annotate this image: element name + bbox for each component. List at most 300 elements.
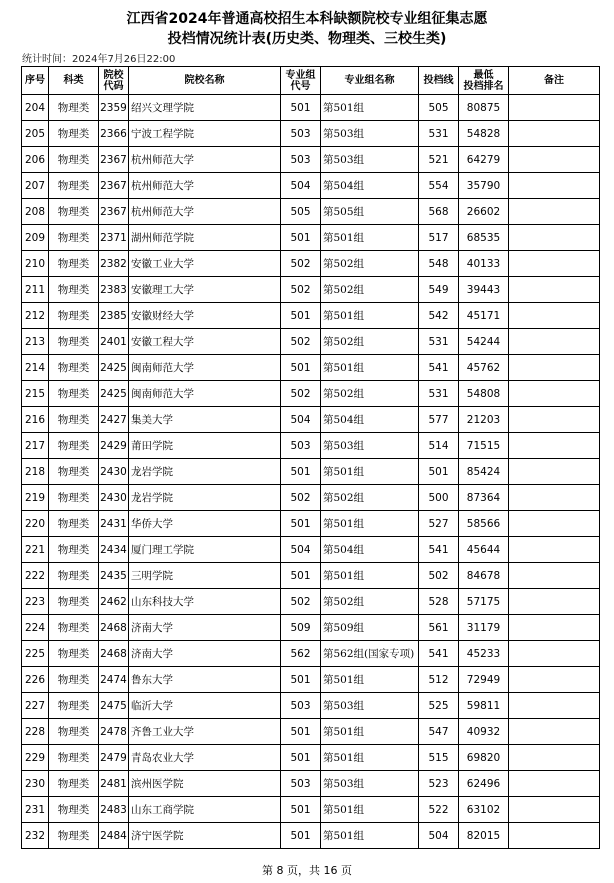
cell-group-name: 第501组 [321,225,419,251]
cell-school-code: 2431 [99,511,129,537]
cell-group-code: 501 [281,355,321,381]
cell-seq: 215 [22,381,49,407]
cell-note [509,511,600,537]
cell-group-code: 501 [281,823,321,849]
cell-school-name: 华侨大学 [129,511,281,537]
cell-school-code: 2483 [99,797,129,823]
cell-group-name: 第501组 [321,745,419,771]
cell-school-code: 2474 [99,667,129,693]
cell-group-name: 第503组 [321,433,419,459]
table-row [22,459,600,485]
cell-score: 542 [419,303,459,329]
cell-group-code: 502 [281,381,321,407]
cell-category: 物理类 [49,303,99,329]
cell-school-code: 2367 [99,199,129,225]
cell-note [509,641,600,667]
cell-school-code: 2430 [99,485,129,511]
cell-group-code: 503 [281,433,321,459]
cell-school-code: 2468 [99,615,129,641]
table-row [22,407,600,433]
cell-school-code: 2429 [99,433,129,459]
cell-school-code: 2385 [99,303,129,329]
cell-note [509,407,600,433]
cell-school-name: 杭州师范大学 [129,173,281,199]
cell-rank: 45762 [459,355,509,381]
cell-group-code: 502 [281,277,321,303]
cell-group-name: 第501组 [321,511,419,537]
cell-group-name: 第501组 [321,355,419,381]
cell-seq: 224 [22,615,49,641]
header-score: 投档线 [419,67,459,95]
cell-rank: 54244 [459,329,509,355]
table-row [22,251,600,277]
cell-seq: 223 [22,589,49,615]
cell-rank: 31179 [459,615,509,641]
admission-table [21,66,600,849]
cell-group-code: 501 [281,719,321,745]
cell-school-name: 杭州师范大学 [129,199,281,225]
cell-rank: 54828 [459,121,509,147]
cell-rank: 40932 [459,719,509,745]
cell-rank: 69820 [459,745,509,771]
cell-group-name: 第502组 [321,251,419,277]
header-note: 备注 [509,67,600,95]
cell-seq: 226 [22,667,49,693]
cell-school-name: 济南大学 [129,641,281,667]
cell-category: 物理类 [49,615,99,641]
cell-school-code: 2430 [99,459,129,485]
page-title: 江西省2024年普通高校招生本科缺额院校专业组征集志愿 [126,11,488,27]
cell-rank: 64279 [459,147,509,173]
cell-group-code: 503 [281,771,321,797]
cell-school-name: 青岛农业大学 [129,745,281,771]
cell-seq: 231 [22,797,49,823]
cell-score: 527 [419,511,459,537]
cell-school-name: 莆田学院 [129,433,281,459]
cell-school-code: 2425 [99,381,129,407]
table-row [22,277,600,303]
table-row [22,771,600,797]
cell-category: 物理类 [49,355,99,381]
cell-category: 物理类 [49,563,99,589]
cell-score: 541 [419,355,459,381]
cell-rank: 45171 [459,303,509,329]
cell-score: 500 [419,485,459,511]
cell-seq: 227 [22,693,49,719]
cell-seq: 213 [22,329,49,355]
cell-school-name: 济南大学 [129,615,281,641]
cell-group-code: 509 [281,615,321,641]
cell-group-code: 503 [281,693,321,719]
table-row [22,381,600,407]
cell-school-code: 2383 [99,277,129,303]
table-row [22,147,600,173]
cell-school-code: 2475 [99,693,129,719]
table-row [22,641,600,667]
cell-score: 523 [419,771,459,797]
cell-seq: 214 [22,355,49,381]
cell-group-name: 第502组 [321,589,419,615]
cell-group-name: 第503组 [321,693,419,719]
cell-school-code: 2435 [99,563,129,589]
cell-rank: 45644 [459,537,509,563]
table-body [22,95,600,849]
cell-school-name: 安徽工程大学 [129,329,281,355]
cell-rank: 80875 [459,95,509,121]
cell-group-code: 501 [281,225,321,251]
cell-school-name: 滨州医学院 [129,771,281,797]
cell-note [509,719,600,745]
cell-seq: 219 [22,485,49,511]
cell-note [509,745,600,771]
cell-school-code: 2366 [99,121,129,147]
cell-school-name: 临沂大学 [129,693,281,719]
cell-category: 物理类 [49,537,99,563]
cell-seq: 221 [22,537,49,563]
cell-category: 物理类 [49,693,99,719]
cell-note [509,225,600,251]
table-row [22,719,600,745]
table-row [22,173,600,199]
cell-score: 561 [419,615,459,641]
cell-score: 554 [419,173,459,199]
cell-seq: 209 [22,225,49,251]
cell-rank: 63102 [459,797,509,823]
cell-seq: 222 [22,563,49,589]
cell-score: 548 [419,251,459,277]
cell-school-name: 济宁医学院 [129,823,281,849]
header-seq: 序号 [22,67,49,95]
cell-school-code: 2367 [99,173,129,199]
cell-score: 528 [419,589,459,615]
page-footer: 第 8 页，共 16 页 [262,864,352,877]
cell-category: 物理类 [49,433,99,459]
cell-category: 物理类 [49,121,99,147]
header-group-code: 专业组 代号 [281,67,321,95]
cell-school-name: 安徽理工大学 [129,277,281,303]
header-school-name: 院校名称 [129,67,281,95]
cell-category: 物理类 [49,225,99,251]
cell-school-code: 2359 [99,95,129,121]
table-row [22,615,600,641]
cell-school-code: 2371 [99,225,129,251]
table-row [22,745,600,771]
cell-rank: 39443 [459,277,509,303]
cell-score: 505 [419,95,459,121]
cell-note [509,693,600,719]
cell-seq: 204 [22,95,49,121]
cell-group-name: 第501组 [321,719,419,745]
cell-score: 549 [419,277,459,303]
table-header-row [22,67,600,95]
cell-score: 531 [419,121,459,147]
cell-group-name: 第501组 [321,303,419,329]
cell-category: 物理类 [49,771,99,797]
cell-group-name: 第501组 [321,563,419,589]
cell-note [509,355,600,381]
cell-category: 物理类 [49,199,99,225]
cell-category: 物理类 [49,719,99,745]
cell-school-name: 绍兴文理学院 [129,95,281,121]
cell-group-name: 第505组 [321,199,419,225]
table-row [22,667,600,693]
cell-group-code: 502 [281,485,321,511]
cell-note [509,95,600,121]
cell-group-name: 第502组 [321,329,419,355]
cell-group-code: 501 [281,459,321,485]
cell-group-code: 503 [281,147,321,173]
cell-score: 541 [419,641,459,667]
cell-school-name: 闽南师范大学 [129,355,281,381]
cell-score: 512 [419,667,459,693]
cell-school-code: 2468 [99,641,129,667]
cell-school-name: 三明学院 [129,563,281,589]
cell-school-name: 山东科技大学 [129,589,281,615]
table-row [22,589,600,615]
table-row [22,511,600,537]
cell-rank: 82015 [459,823,509,849]
cell-category: 物理类 [49,797,99,823]
cell-rank: 58566 [459,511,509,537]
cell-school-code: 2427 [99,407,129,433]
cell-school-name: 山东工商学院 [129,797,281,823]
cell-seq: 210 [22,251,49,277]
cell-group-code: 503 [281,121,321,147]
cell-school-code: 2484 [99,823,129,849]
cell-category: 物理类 [49,485,99,511]
cell-seq: 216 [22,407,49,433]
cell-rank: 62496 [459,771,509,797]
cell-category: 物理类 [49,95,99,121]
cell-group-name: 第502组 [321,277,419,303]
cell-group-name: 第502组 [321,381,419,407]
cell-group-name: 第562组(国家专项) [321,641,419,667]
cell-school-code: 2367 [99,147,129,173]
cell-category: 物理类 [49,589,99,615]
table-row [22,537,600,563]
cell-school-code: 2481 [99,771,129,797]
table-row [22,563,600,589]
cell-note [509,251,600,277]
cell-note [509,329,600,355]
cell-seq: 206 [22,147,49,173]
table-row [22,303,600,329]
cell-seq: 205 [22,121,49,147]
cell-score: 515 [419,745,459,771]
cell-school-name: 集美大学 [129,407,281,433]
table-row [22,485,600,511]
cell-category: 物理类 [49,511,99,537]
cell-category: 物理类 [49,407,99,433]
cell-seq: 228 [22,719,49,745]
cell-rank: 85424 [459,459,509,485]
cell-category: 物理类 [49,823,99,849]
cell-score: 531 [419,329,459,355]
cell-school-name: 宁波工程学院 [129,121,281,147]
cell-rank: 84678 [459,563,509,589]
table-row [22,823,600,849]
cell-school-code: 2425 [99,355,129,381]
cell-seq: 232 [22,823,49,849]
cell-note [509,147,600,173]
cell-score: 514 [419,433,459,459]
table-row [22,225,600,251]
cell-school-code: 2478 [99,719,129,745]
cell-rank: 71515 [459,433,509,459]
stats-time: 统计时间：2024年7月26日22:00 [22,54,176,65]
cell-rank: 35790 [459,173,509,199]
cell-group-code: 501 [281,745,321,771]
cell-seq: 217 [22,433,49,459]
cell-seq: 207 [22,173,49,199]
page-subtitle: 投档情况统计表(历史类、物理类、三校生类) [167,31,447,47]
table-row [22,121,600,147]
cell-note [509,485,600,511]
cell-note [509,303,600,329]
cell-group-code: 502 [281,251,321,277]
cell-group-code: 501 [281,797,321,823]
cell-group-name: 第501组 [321,667,419,693]
cell-group-code: 505 [281,199,321,225]
cell-score: 525 [419,693,459,719]
cell-note [509,121,600,147]
cell-group-name: 第501组 [321,95,419,121]
cell-group-code: 504 [281,407,321,433]
cell-group-name: 第504组 [321,407,419,433]
cell-category: 物理类 [49,381,99,407]
cell-rank: 26602 [459,199,509,225]
cell-category: 物理类 [49,329,99,355]
cell-group-name: 第503组 [321,147,419,173]
cell-school-name: 杭州师范大学 [129,147,281,173]
cell-school-name: 龙岩学院 [129,485,281,511]
cell-category: 物理类 [49,173,99,199]
cell-rank: 40133 [459,251,509,277]
cell-seq: 230 [22,771,49,797]
cell-seq: 225 [22,641,49,667]
cell-category: 物理类 [49,745,99,771]
table-row [22,693,600,719]
cell-note [509,589,600,615]
cell-note [509,537,600,563]
cell-category: 物理类 [49,277,99,303]
cell-school-name: 安徽财经大学 [129,303,281,329]
table-row [22,797,600,823]
cell-school-name: 闽南师范大学 [129,381,281,407]
cell-school-name: 湖州师范学院 [129,225,281,251]
header-group-name: 专业组名称 [321,67,419,95]
cell-score: 568 [419,199,459,225]
cell-group-code: 501 [281,563,321,589]
cell-note [509,199,600,225]
cell-seq: 218 [22,459,49,485]
cell-note [509,563,600,589]
header-school-code: 院校 代码 [99,67,129,95]
table-row [22,433,600,459]
cell-rank: 54808 [459,381,509,407]
cell-note [509,771,600,797]
cell-category: 物理类 [49,147,99,173]
cell-note [509,667,600,693]
cell-category: 物理类 [49,667,99,693]
cell-school-code: 2401 [99,329,129,355]
table-row [22,329,600,355]
cell-note [509,459,600,485]
cell-seq: 220 [22,511,49,537]
cell-group-code: 504 [281,173,321,199]
cell-seq: 212 [22,303,49,329]
cell-group-code: 504 [281,537,321,563]
cell-group-code: 502 [281,589,321,615]
cell-score: 521 [419,147,459,173]
cell-category: 物理类 [49,251,99,277]
cell-school-name: 鲁东大学 [129,667,281,693]
cell-group-name: 第501组 [321,797,419,823]
cell-school-code: 2434 [99,537,129,563]
table-row [22,199,600,225]
cell-category: 物理类 [49,459,99,485]
cell-school-code: 2382 [99,251,129,277]
cell-group-name: 第501组 [321,823,419,849]
cell-group-name: 第502组 [321,485,419,511]
cell-school-name: 厦门理工学院 [129,537,281,563]
cell-note [509,173,600,199]
cell-score: 531 [419,381,459,407]
table-row [22,355,600,381]
cell-school-name: 龙岩学院 [129,459,281,485]
cell-note [509,277,600,303]
cell-group-name: 第504组 [321,173,419,199]
cell-score: 577 [419,407,459,433]
cell-score: 502 [419,563,459,589]
cell-score: 522 [419,797,459,823]
header-category: 科类 [49,67,99,95]
cell-group-name: 第503组 [321,771,419,797]
cell-score: 501 [419,459,459,485]
cell-score: 517 [419,225,459,251]
cell-note [509,823,600,849]
cell-rank: 57175 [459,589,509,615]
cell-group-code: 501 [281,667,321,693]
cell-seq: 229 [22,745,49,771]
cell-school-code: 2462 [99,589,129,615]
cell-score: 541 [419,537,459,563]
cell-category: 物理类 [49,641,99,667]
cell-group-name: 第503组 [321,121,419,147]
cell-note [509,433,600,459]
cell-score: 504 [419,823,459,849]
cell-school-name: 安徽工业大学 [129,251,281,277]
cell-note [509,797,600,823]
cell-school-code: 2479 [99,745,129,771]
cell-group-name: 第501组 [321,459,419,485]
cell-group-code: 502 [281,329,321,355]
cell-score: 547 [419,719,459,745]
cell-group-code: 501 [281,95,321,121]
header-rank: 最低 投档排名 [459,67,509,95]
table-row [22,95,600,121]
cell-group-name: 第509组 [321,615,419,641]
cell-group-code: 562 [281,641,321,667]
cell-group-code: 501 [281,303,321,329]
cell-rank: 72949 [459,667,509,693]
cell-school-name: 齐鲁工业大学 [129,719,281,745]
cell-rank: 87364 [459,485,509,511]
cell-rank: 45233 [459,641,509,667]
cell-rank: 21203 [459,407,509,433]
cell-rank: 59811 [459,693,509,719]
cell-group-name: 第504组 [321,537,419,563]
